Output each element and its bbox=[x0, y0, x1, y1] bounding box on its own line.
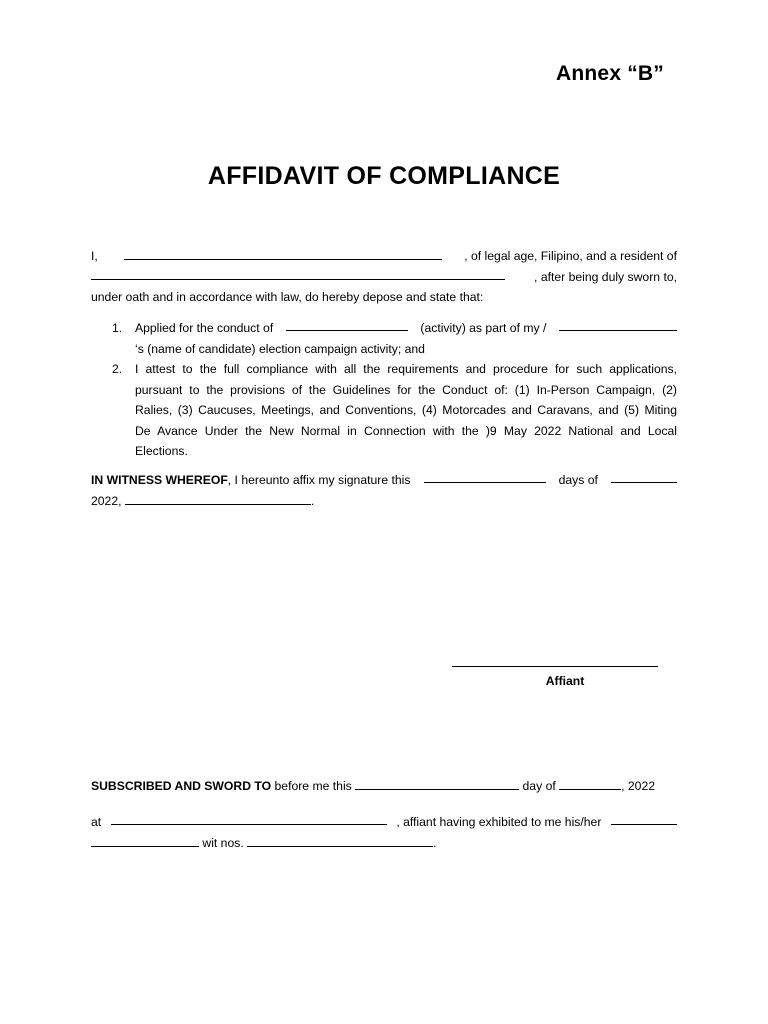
item2-text-3: Ralies, (3) Caucuses, Meetings, and Conventions, (4) Motorcades and Caravans, and (5) Miting bbox=[135, 403, 677, 417]
item2-text-4: De Avance Under the New Normal in Connection with the )9 May 2022 National and Local bbox=[135, 423, 677, 438]
item1-line-2: ‘s (name of candidate) election campaign activity; and bbox=[135, 341, 425, 356]
witness-year: 2022, bbox=[91, 493, 122, 508]
at-paragraph bbox=[91, 812, 677, 853]
item2-line-3 bbox=[135, 400, 677, 421]
subscribed-text-3: , 2022 bbox=[621, 779, 656, 793]
month-blank[interactable] bbox=[611, 470, 677, 483]
item2-text-2: pursuant to the provisions of the Guidelines for the Conduct of: (1) In-Person Campaign, (2) bbox=[135, 382, 677, 397]
witness-line-1 bbox=[91, 470, 677, 491]
id-type-blank[interactable] bbox=[611, 812, 677, 825]
document-title: AFFIDAVIT OF COMPLIANCE bbox=[207, 162, 561, 190]
intro-line1-text: , of legal age, Filipino, and a resident of bbox=[464, 249, 677, 263]
name-blank[interactable] bbox=[124, 247, 442, 260]
at-text-2: wit nos. bbox=[202, 835, 244, 850]
list-number: 1. bbox=[112, 321, 123, 335]
witness-text-2: days of bbox=[558, 473, 598, 487]
item1-text-a: Applied for the conduct of bbox=[135, 321, 274, 335]
subscribed-line bbox=[91, 776, 677, 797]
location-blank[interactable] bbox=[111, 812, 387, 825]
day-blank[interactable] bbox=[424, 470, 546, 483]
intro-paragraph bbox=[91, 246, 677, 308]
witness-paragraph bbox=[91, 470, 677, 511]
intro-line-1 bbox=[91, 246, 677, 267]
subscribed-heading: SUBSCRIBED AND SWORD TO bbox=[91, 779, 272, 793]
affiant-signature-line[interactable] bbox=[452, 652, 658, 667]
sworn-day-blank[interactable] bbox=[355, 777, 519, 790]
subscribed-paragraph bbox=[91, 776, 677, 797]
witness-heading: IN WITNESS WHEREOF bbox=[91, 473, 228, 487]
item2-line-1 bbox=[135, 359, 677, 380]
item2-text-1: I attest to the full compliance with all the requirements and procedure for such applications, bbox=[135, 362, 677, 376]
residence-blank[interactable] bbox=[91, 267, 505, 280]
intro-line-3: under oath and in accordance with law, do hereby depose and state that: bbox=[91, 290, 484, 304]
item1-line-1 bbox=[135, 318, 677, 339]
activity-blank[interactable] bbox=[286, 318, 408, 331]
at-period: . bbox=[433, 835, 437, 850]
subscribed-text-2: day of bbox=[522, 779, 556, 793]
statement-list bbox=[112, 318, 677, 462]
affiant-label: Affiant bbox=[545, 674, 585, 688]
intro-line2-text: , after being duly sworn to, bbox=[534, 269, 677, 284]
witness-text-1: , I hereunto affix my signature this bbox=[227, 473, 411, 487]
list-number: 2. bbox=[112, 362, 123, 376]
annex-label: Annex “B” bbox=[556, 62, 664, 85]
item2-line-2 bbox=[135, 380, 677, 401]
witness-period: . bbox=[310, 493, 315, 508]
list-item bbox=[112, 359, 677, 462]
intro-line-2 bbox=[91, 267, 677, 288]
id-continued-blank[interactable] bbox=[91, 834, 199, 847]
at-text-start: at bbox=[91, 815, 102, 829]
subscribed-text-1: before me this bbox=[274, 779, 352, 793]
place-blank[interactable] bbox=[125, 492, 311, 505]
at-text-1: , affiant having exhibited to me his/her bbox=[396, 815, 602, 829]
witness-line-2 bbox=[91, 491, 677, 512]
list-item bbox=[112, 318, 677, 359]
sworn-month-blank[interactable] bbox=[559, 777, 621, 790]
item2-line-4 bbox=[135, 421, 677, 442]
intro-pronoun: I, bbox=[91, 249, 98, 263]
at-line-2 bbox=[91, 833, 677, 854]
id-number-blank[interactable] bbox=[247, 834, 433, 847]
at-line-1 bbox=[91, 812, 677, 833]
candidate-blank[interactable] bbox=[559, 318, 677, 331]
item2-line-5: Elections. bbox=[135, 444, 188, 458]
item1-text-b: (activity) as part of my / bbox=[420, 321, 547, 335]
